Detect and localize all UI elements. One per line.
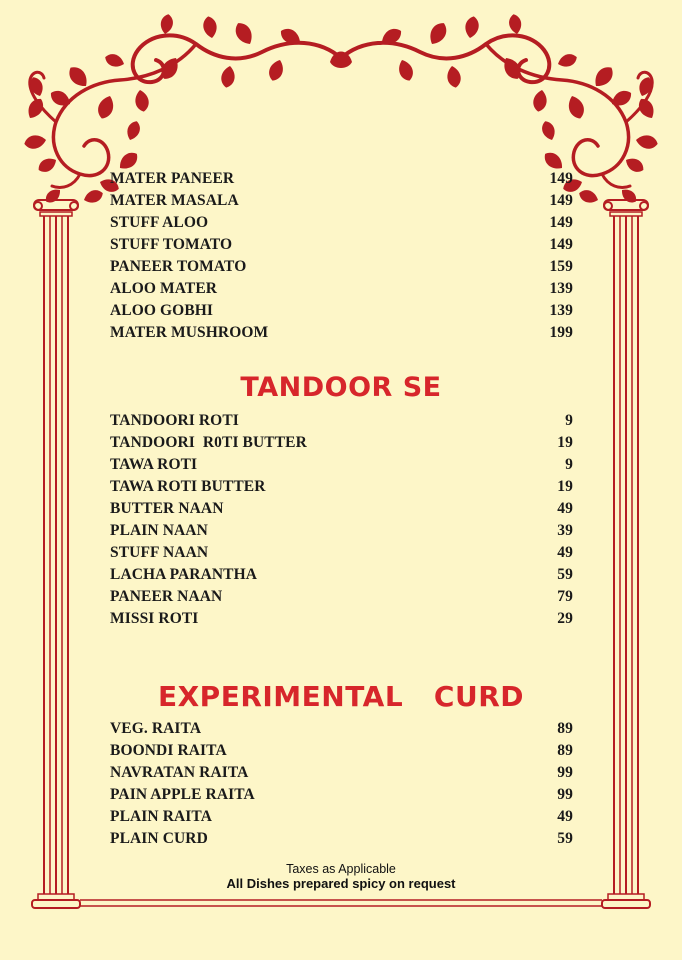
item-name: VEG. RAITA: [110, 720, 202, 737]
item-price: 19: [557, 478, 573, 495]
item-name: PANEER TOMATO: [110, 258, 247, 275]
menu-item: [110, 432, 573, 454]
item-name: ALOO GOBHI: [110, 302, 214, 319]
item-price: 149: [549, 236, 573, 253]
item-name: BOONDI RAITA: [110, 742, 227, 759]
item-price: 9: [565, 456, 573, 473]
item-price: 149: [549, 192, 573, 209]
section-title-curd: EXPERIMENTAL CURD: [157, 680, 525, 713]
item-name: TAWA ROTI: [110, 456, 198, 473]
item-price: 89: [557, 742, 573, 759]
tax-note: Taxes as Applicable: [286, 862, 396, 876]
item-name: MATER PANEER: [110, 170, 235, 187]
item-name: PANEER NAAN: [110, 588, 223, 605]
menu-item: [110, 608, 573, 630]
item-price: 29: [557, 610, 573, 627]
item-price: 59: [557, 830, 573, 847]
menu-item: [110, 300, 573, 322]
item-name: MISSI ROTI: [110, 610, 199, 627]
menu-list-curd: [110, 718, 573, 850]
menu-item: [110, 256, 573, 278]
item-name: LACHA PARANTHA: [110, 566, 258, 583]
menu-item: [110, 806, 573, 828]
menu-item: [110, 454, 573, 476]
item-price: 149: [549, 214, 573, 231]
menu-item: [110, 586, 573, 608]
item-name: PLAIN NAAN: [110, 522, 208, 539]
menu-item: [110, 718, 573, 740]
item-name: ALOO MATER: [110, 280, 218, 297]
item-price: 199: [549, 324, 573, 341]
item-name: MATER MUSHROOM: [110, 324, 269, 341]
menu-item: [110, 278, 573, 300]
item-price: 49: [557, 500, 573, 517]
item-name: BUTTER NAAN: [110, 500, 224, 517]
item-name: STUFF TOMATO: [110, 236, 233, 253]
item-price: 99: [557, 764, 573, 781]
menu-item: [110, 234, 573, 256]
item-price: 139: [549, 280, 573, 297]
menu-item: [110, 740, 573, 762]
menu-list-tandoor: [110, 410, 573, 630]
menu-item: [110, 498, 573, 520]
section-title-tandoor: TANDOOR SE: [240, 372, 442, 403]
menu-item: [110, 520, 573, 542]
item-name: STUFF ALOO: [110, 214, 209, 231]
item-name: PAIN APPLE RAITA: [110, 786, 255, 803]
menu-item: [110, 410, 573, 432]
item-name: PLAIN CURD: [110, 830, 208, 847]
menu-item: [110, 322, 573, 344]
item-price: 89: [557, 720, 573, 737]
menu-item: [110, 542, 573, 564]
item-price: 49: [557, 808, 573, 825]
item-price: 59: [557, 566, 573, 583]
item-name: NAVRATAN RAITA: [110, 764, 249, 781]
menu-item: [110, 190, 573, 212]
menu-item: [110, 168, 573, 190]
spicy-note: All Dishes prepared spicy on request: [226, 876, 456, 891]
item-price: 9: [565, 412, 573, 429]
item-name: TANDOORI R0TI BUTTER: [110, 434, 307, 451]
menu-item: [110, 564, 573, 586]
item-price: 49: [557, 544, 573, 561]
item-price: 79: [557, 588, 573, 605]
menu-list-vegetables: [110, 168, 573, 344]
item-price: 39: [557, 522, 573, 539]
menu-item: [110, 762, 573, 784]
item-price: 159: [549, 258, 573, 275]
menu-item: [110, 212, 573, 234]
item-name: TANDOORI ROTI: [110, 412, 239, 429]
menu-item: [110, 784, 573, 806]
menu-item: [110, 476, 573, 498]
item-name: MATER MASALA: [110, 192, 239, 209]
item-price: 99: [557, 786, 573, 803]
menu-item: [110, 828, 573, 850]
item-name: STUFF NAAN: [110, 544, 209, 561]
menu-footer: [0, 862, 682, 891]
item-name: TAWA ROTI BUTTER: [110, 478, 266, 495]
item-price: 19: [557, 434, 573, 451]
item-price: 139: [549, 302, 573, 319]
item-price: 149: [549, 170, 573, 187]
item-name: PLAIN RAITA: [110, 808, 213, 825]
